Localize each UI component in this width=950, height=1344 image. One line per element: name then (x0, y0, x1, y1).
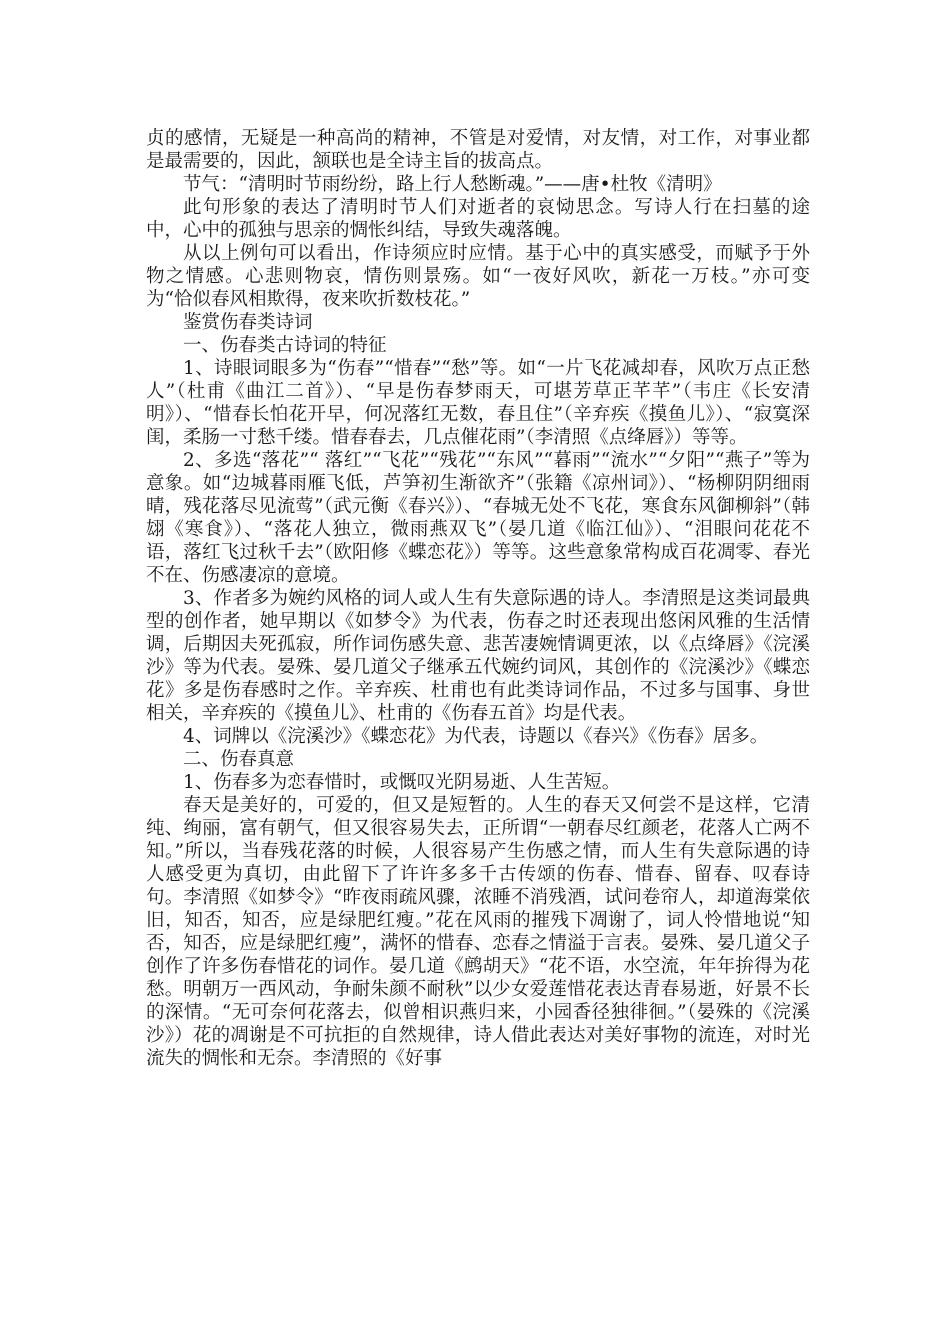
document-body (146, 127, 810, 1070)
paragraph-meaning-1: 1、伤春多为恋春惜时，或慨叹光阴易逝、人生苦短。 (183, 772, 621, 793)
paragraph-feature-3: 3、作者多为婉约风格的词人或人生有失意际遇的诗人。李清照是这类词最典型的创作者，她早期以《如梦令》为代表，伤春之时还表现出悠闲风雅的生活情调，后期因夫死孤寂，所作词伤感失意、悲苦凄婉情调更浓，以《点绛唇》《浣溪沙》等为代表。晏殊、晏几道父子继承五代婉约词风，其创作的《浣溪沙》《蝶恋花》多是伤春感时之作。辛弃疾、杜甫也有此类诗词作品，不过多与国事、身世相关，辛弃疾的《摸鱼儿》、杜甫的《伤春五首》均是代表。 (146, 588, 810, 724)
paragraph-2: 节气：“清明时节雨纷纷，路上行人愁断魂。”——唐•杜牧《清明》 (183, 174, 722, 195)
section-heading-appreciation: 鉴赏伤春类诗词 (183, 312, 313, 333)
paragraph-feature-4: 4、词牌以《浣溪沙》《蝶恋花》为代表，诗题以《春兴》《伤春》居多。 (183, 726, 769, 747)
paragraph-feature-2: 2、多选“落花”“ 落红”“飞花”“残花”“东风”“暮雨”“流水”“夕阳”“燕子”等为意象。如“边城暮雨雁飞低，芦笋初生渐欲齐”（张籍《凉州词》）、“杨柳阴阴细雨晴，残花落尽见流莺”（武元衡《春兴》）、“春城无处不飞花，寒食东风御柳斜”（韩翃《寒食》）、“落花人独立，微雨燕双飞”（晏几道《临江仙》）、“泪眼问花花不语，落红飞过秋千去”（欧阳修《蝶恋花》）等等。这些意象常构成百花凋零、春光不在、伤感凄凉的意境。 (146, 450, 810, 586)
paragraph-1: 贞的感情，无疑是一种高尚的精神，不管是对爱情，对友情，对工作，对事业都是最需要的，因此，颔联也是全诗主旨的拔高点。 (146, 128, 810, 172)
paragraph-3: 此句形象的表达了清明时节人们对逝者的哀恸思念。写诗人行在扫墓的途中，心中的孤独与思亲的惆怅纠结，导致失魂落魄。 (146, 197, 810, 241)
paragraph-spring: 春天是美好的，可爱的，但又是短暂的。人生的春天又何尝不是这样，它清纯、绚丽，富有朝气，但又很容易失去，正所谓“一朝春尽红颜老，花落人亡两不知。”所以，当春残花落的时候，人很容易产生伤感之情，而人生有失意际遇的诗人感受更为真切，由此留下了许许多多千古传颂的伤春、惜春、留春、叹春诗句。李清照《如梦令》“昨夜雨疏风骤，浓睡不消残酒，试问卷帘人，却道海棠依旧，知否，知否，应是绿肥红瘦。”花在风雨的摧残下凋谢了，词人怜惜地说“知否，知否，应是绿肥红瘦”，满怀的惜春、恋春之情溢于言表。晏殊、晏几道父子创作了许多伤春惜花的词作。晏几道《鹧胡天》“花不语，水空流，年年拚得为花愁。明朝万一西风动，争耐朱颜不耐秋”以少女爱莲惜花表达青春易逝，好景不长的深情。“无可奈何花落去，似曾相识燕归来，小园香径独徘徊。”（晏殊的《浣溪沙》）花的凋谢是不可抗拒的自然规律，诗人借此表达对美好事物的流连，对时光流失的惆怅和无奈。李清照的《好事 (146, 795, 810, 1069)
paragraph-feature-1: 1、诗眼词眼多为“伤春”“惜春”“愁”等。如“一片飞花减却春，风吹万点正愁人”（杜甫《曲江二首》）、“早是伤春梦雨天，可堪芳草正芊芊”（韦庄《长安清明》）、“惜春长怕花开早，何况落红无数，春且住”（辛弃疾《摸鱼儿》）、“寂寞深闺，柔肠一寸愁千缕。惜春春去，几点催花雨”（李清照《点绛唇》）等等。 (146, 358, 810, 448)
section-heading-true-meaning: 二、伤春真意 (183, 749, 295, 770)
paragraph-4: 从以上例句可以看出，作诗须应时应情。基于心中的真实感受，而赋予于外物之情感。心悲则物哀，情伤则景殇。如“一夜好风吹，新花一万枝。”亦可变为“恰似春风相欺得，夜来吹折数枝花。” (146, 243, 810, 310)
section-heading-features: 一、伤春类古诗词的特征 (183, 335, 387, 356)
